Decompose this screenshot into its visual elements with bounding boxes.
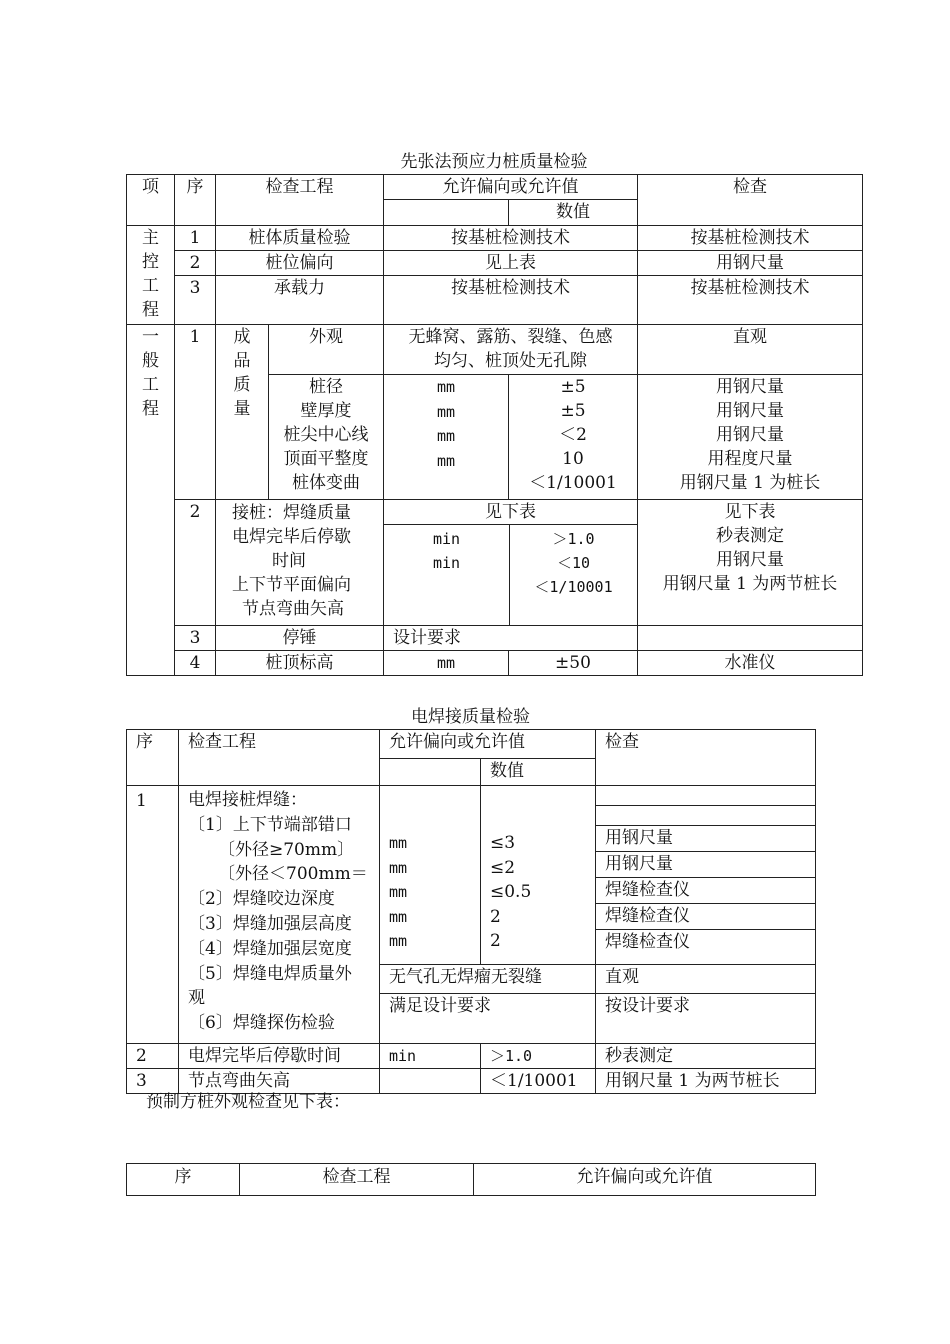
weld-item-line: 电焊接桩焊缝： — [188, 790, 307, 810]
group-char: 程 — [142, 300, 159, 320]
row-item: 节点弯曲矢高 — [179, 1069, 380, 1094]
row-value — [481, 786, 596, 965]
weld-item-line: 电焊完毕后停歇 — [232, 527, 351, 547]
dim-unit: mm — [436, 427, 456, 445]
row-item: 外观 — [269, 325, 384, 375]
row-unit: mm — [384, 651, 509, 676]
sub-group-char: 成 — [233, 327, 251, 347]
header-item: 项 — [127, 175, 175, 226]
weld-item-line: 〔4〕焊缝加强层宽度 — [188, 938, 352, 959]
header-method: 检查 — [596, 730, 816, 786]
group-char: 工 — [142, 375, 159, 395]
weld-unit: mm — [389, 858, 408, 877]
weld-values — [510, 525, 637, 625]
group-char: 主 — [142, 228, 159, 248]
row-method — [638, 375, 863, 500]
allowance-line: 均匀、桩顶处无孔隙 — [434, 351, 587, 371]
sub-group-char: 量 — [233, 399, 251, 419]
dim-unit: mm — [436, 378, 456, 396]
weld-item-line: 〔2〕焊缝咬边深度 — [188, 889, 335, 910]
weld-unit: mm — [389, 883, 408, 901]
sub-group-char: 质 — [233, 375, 251, 395]
weld-unit: min — [432, 530, 461, 548]
ndt-method: 按设计要求 — [596, 994, 816, 1044]
weld-method: 用钢尺量 — [716, 550, 784, 570]
dim-method: 用钢尺量 — [716, 425, 784, 445]
row-unit: min — [380, 1044, 481, 1069]
weld-unit: mm — [389, 834, 408, 852]
dim-method: 用钢尺量 — [716, 377, 784, 397]
row-item — [179, 786, 380, 1044]
weld-value: ＜1/10001 — [534, 578, 613, 596]
dim-value: 10 — [562, 449, 584, 469]
row-item: 停锤 — [216, 626, 384, 651]
weld-method: 秒表测定 — [716, 526, 784, 546]
weld-method-row: 焊缝检查仪 — [596, 904, 815, 930]
weld-method-row — [596, 806, 815, 826]
header-value: 数值 — [509, 200, 638, 226]
dim-unit: mm — [436, 451, 456, 470]
header-unit — [384, 200, 509, 226]
weld-item-line: 〔5〕焊缝电焊质量外 — [188, 963, 352, 984]
weld-value: ＞1.0 — [552, 530, 595, 548]
weld-quality-table — [126, 729, 816, 1094]
row-unit — [380, 786, 481, 965]
allowance-line: 无蜂窝、露筋、裂缝、色感 — [408, 327, 613, 347]
row-seq: 2 — [175, 251, 216, 276]
row-seq: 2 — [127, 1044, 179, 1069]
general-group — [127, 325, 175, 676]
row-item — [269, 375, 384, 500]
weld-item-line: 时间 — [272, 551, 306, 571]
weld-item-line: 〔外径≥70mm〕 — [218, 839, 355, 860]
row-seq: 2 — [175, 500, 216, 626]
dim-value: ±5 — [560, 401, 586, 421]
weld-allowance-cell — [384, 500, 638, 626]
row-unit — [380, 1069, 481, 1094]
row-method: 按基桩检测技术 — [638, 276, 863, 325]
row-item: 桩体质量检验 — [216, 226, 384, 251]
row-method — [638, 626, 863, 651]
header-check-item: 检查工程 — [240, 1164, 474, 1196]
weld-value: 2 — [490, 931, 501, 951]
dim-unit: mm — [436, 402, 456, 421]
weld-item-line: 接桩：焊缝质量 — [232, 503, 351, 523]
dim-value: ＜1/10001 — [529, 473, 617, 493]
weld-method-row: 焊缝检查仪 — [605, 932, 690, 952]
appearance-allowance: 无气孔无焊瘤无裂缝 — [380, 965, 596, 994]
weld-value: ≤2 — [490, 857, 516, 878]
weld-item-line: 〔外径＜700mm＝ — [218, 864, 368, 885]
row-method: 秒表测定 — [596, 1044, 816, 1069]
ndt-allowance: 满足设计要求 — [380, 994, 596, 1044]
weld-method: 见下表 — [724, 502, 776, 522]
row-allowance: 按基桩检测技术 — [384, 226, 638, 251]
dim-item: 壁厚度 — [300, 401, 352, 421]
header-allowance: 允许偏向或允许值 — [474, 1164, 816, 1196]
weld-value: 2 — [490, 906, 501, 927]
weld-method-row: 焊缝检查仪 — [596, 878, 815, 904]
weld-unit: mm — [389, 907, 408, 926]
row-value: ＜1/10001 — [481, 1069, 596, 1094]
header-allowance: 允许偏向或允许值 — [380, 730, 596, 759]
header-seq: 序 — [127, 730, 179, 786]
dim-item: 桩尖中心线 — [283, 425, 369, 445]
finished-quality-group — [216, 325, 269, 500]
dim-method: 用钢尺量 1 为桩长 — [679, 473, 821, 493]
header-value: 数值 — [481, 759, 596, 786]
row-allowance: 见上表 — [384, 251, 638, 276]
row-seq: 1 — [175, 226, 216, 251]
dim-item: 桩体变曲 — [292, 473, 360, 493]
row-allowance — [384, 325, 638, 375]
weld-allowance-first: 见下表 — [384, 500, 637, 525]
row-seq: 3 — [175, 626, 216, 651]
group-char: 一 — [142, 327, 159, 347]
pile-quality-table — [126, 174, 863, 676]
weld-value: ＜10 — [556, 554, 591, 572]
dim-value: ±5 — [560, 377, 586, 397]
header-check-item: 检查工程 — [216, 175, 384, 226]
header-allowance: 允许偏向或允许值 — [384, 175, 638, 200]
weld-unit: mm — [389, 932, 408, 950]
weld-item-line: 节点弯曲矢高 — [242, 599, 344, 619]
weld-item-line: 观 — [188, 988, 205, 1009]
group-char: 般 — [142, 351, 159, 371]
weld-method-stack — [596, 786, 816, 965]
table1-title: 先张法预应力桩质量检验 — [400, 152, 588, 172]
square-pile-note: 预制方桩外观检查见下表： — [146, 1092, 350, 1112]
header-check-item: 检查工程 — [179, 730, 380, 786]
row-value: ＞1.0 — [481, 1044, 596, 1069]
header-method: 检查 — [638, 175, 863, 226]
weld-value: ≤3 — [490, 833, 516, 853]
group-char: 程 — [142, 399, 159, 419]
row-seq: 3 — [127, 1069, 179, 1094]
row-seq: 3 — [175, 276, 216, 325]
weld-item-line: 〔6〕焊缝探伤检验 — [188, 1013, 335, 1034]
dim-item: 顶面平整度 — [283, 449, 369, 469]
row-allowance: 按基桩检测技术 — [384, 276, 638, 325]
row-value: ±50 — [509, 651, 638, 676]
row-method: 按基桩检测技术 — [638, 226, 863, 251]
weld-method-row: 用钢尺量 — [596, 826, 815, 852]
row-item: 桩顶标高 — [216, 651, 384, 676]
row-item — [216, 500, 384, 626]
group-char: 工 — [142, 276, 159, 296]
weld-units — [384, 525, 510, 625]
sub-group-char: 品 — [233, 351, 251, 371]
weld-value: ≤0.5 — [490, 882, 532, 902]
row-seq: 4 — [175, 651, 216, 676]
dim-method: 用程度尺量 — [707, 449, 793, 469]
group-char: 控 — [142, 252, 159, 272]
row-value — [509, 375, 638, 500]
weld-method-row — [596, 786, 815, 806]
row-method — [638, 500, 863, 626]
weld-item-line: 上下节平面偏向 — [232, 575, 351, 595]
appearance-method: 直观 — [596, 965, 816, 994]
dim-item: 桩径 — [309, 377, 343, 397]
row-item: 电焊完毕后停歇时间 — [179, 1044, 380, 1069]
weld-unit: min — [432, 554, 461, 572]
row-item: 桩位偏向 — [216, 251, 384, 276]
header-seq: 序 — [127, 1164, 240, 1196]
main-control-group — [127, 226, 175, 325]
dim-value: ＜2 — [559, 425, 587, 445]
table2-title: 电焊接质量检验 — [411, 707, 530, 727]
row-item: 承载力 — [216, 276, 384, 325]
row-method: 用钢尺量 1 为两节桩长 — [596, 1069, 816, 1094]
header-seq: 序 — [175, 175, 216, 226]
weld-item-line: 〔3〕焊缝加强层高度 — [188, 913, 352, 934]
row-method: 用钢尺量 — [638, 251, 863, 276]
header-unit — [380, 759, 481, 786]
square-pile-table — [126, 1163, 816, 1196]
dim-method: 用钢尺量 — [716, 401, 784, 421]
row-method: 直观 — [638, 325, 863, 375]
row-method: 水准仪 — [638, 651, 863, 676]
row-unit — [384, 375, 509, 500]
weld-method-row: 用钢尺量 — [596, 852, 815, 878]
row-allowance: 设计要求 — [384, 626, 638, 651]
row-seq: 1 — [175, 325, 216, 500]
weld-item-line: 〔1〕上下节端部错口 — [188, 814, 352, 835]
weld-method: 用钢尺量 1 为两节桩长 — [662, 574, 838, 594]
row-seq: 1 — [127, 786, 179, 1044]
